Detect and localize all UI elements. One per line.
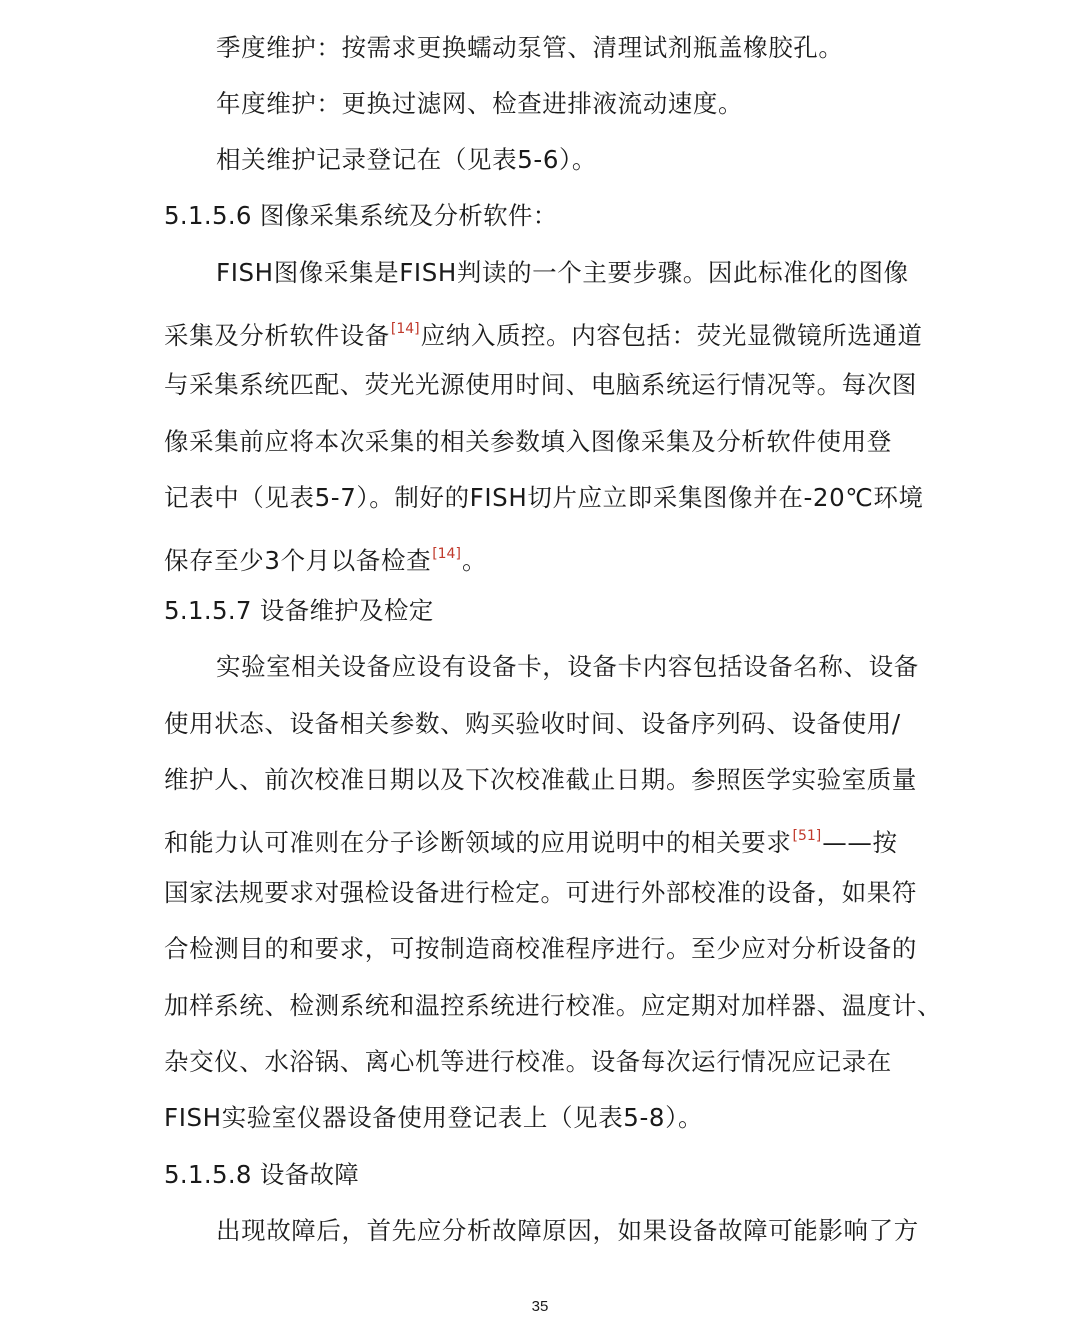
paragraph-line: 实验室相关设备应设有设备卡，设备卡内容包括设备名称、设备 xyxy=(216,652,919,681)
text-segment: 采集及分析软件设备 xyxy=(164,321,390,350)
section-heading-5156: 5.1.5.6 图像采集系统及分析软件： xyxy=(164,201,558,230)
paragraph-line: 加样系统、检测系统和温控系统进行校准。应定期对加样器、温度计、 xyxy=(164,991,943,1020)
text-segment: ——按 xyxy=(822,828,898,857)
paragraph-line: FISH图像采集是FISH判读的一个主要步骤。因此标准化的图像 xyxy=(216,258,909,287)
paragraph-line xyxy=(164,538,924,577)
paragraph-line xyxy=(164,820,924,859)
paragraph-line: 杂交仪、水浴锅、离心机等进行校准。设备每次运行情况应记录在 xyxy=(164,1047,892,1076)
paragraph-annual-maintenance: 年度维护：更换过滤网、检查进排液流动速度。 xyxy=(216,89,744,118)
paragraph-line: 合检测目的和要求，可按制造商校准程序进行。至少应对分析设备的 xyxy=(164,934,917,963)
paragraph-line: 记表中（见表5-7）。制好的FISH切片应立即采集图像并在-20℃环境 xyxy=(164,483,924,512)
text-segment: 。 xyxy=(461,546,488,575)
reference-marker[interactable]: [14] xyxy=(390,321,420,337)
text-segment: 保存至少3个月以备检查 xyxy=(164,546,432,575)
paragraph-line: 像采集前应将本次采集的相关参数填入图像采集及分析软件使用登 xyxy=(164,427,892,456)
paragraph-line: 与采集系统匹配、荧光光源使用时间、电脑系统运行情况等。每次图 xyxy=(164,370,917,399)
text-segment: 和能力认可准则在分子诊断领域的应用说明中的相关要求 xyxy=(164,828,792,857)
section-heading-5158: 5.1.5.8 设备故障 xyxy=(164,1160,360,1189)
section-heading-5157: 5.1.5.7 设备维护及检定 xyxy=(164,596,434,625)
paragraph-quarterly-maintenance: 季度维护：按需求更换蠕动泵管、清理试剂瓶盖橡胶孔。 xyxy=(216,33,844,62)
reference-marker[interactable]: [14] xyxy=(432,546,461,562)
paragraph-line: 国家法规要求对强检设备进行检定。可进行外部校准的设备，如果符 xyxy=(164,878,917,907)
paragraph-line: 使用状态、设备相关参数、购买验收时间、设备序列码、设备使用/ xyxy=(164,709,901,738)
paragraph-line: 维护人、前次校准日期以及下次校准截止日期。参照医学实验室质量 xyxy=(164,765,917,794)
page-number: 35 xyxy=(531,1298,549,1315)
reference-marker[interactable]: [51] xyxy=(792,828,822,844)
paragraph-line xyxy=(164,313,924,352)
paragraph-line: FISH实验室仪器设备使用登记表上（见表5-8）。 xyxy=(164,1103,704,1132)
paragraph-maintenance-record: 相关维护记录登记在（见表5-6）。 xyxy=(216,145,597,174)
paragraph-line: 出现故障后，首先应分析故障原因，如果设备故障可能影响了方 xyxy=(216,1216,919,1245)
text-segment: 应纳入质控。内容包括：荧光显微镜所选通道 xyxy=(420,321,923,350)
